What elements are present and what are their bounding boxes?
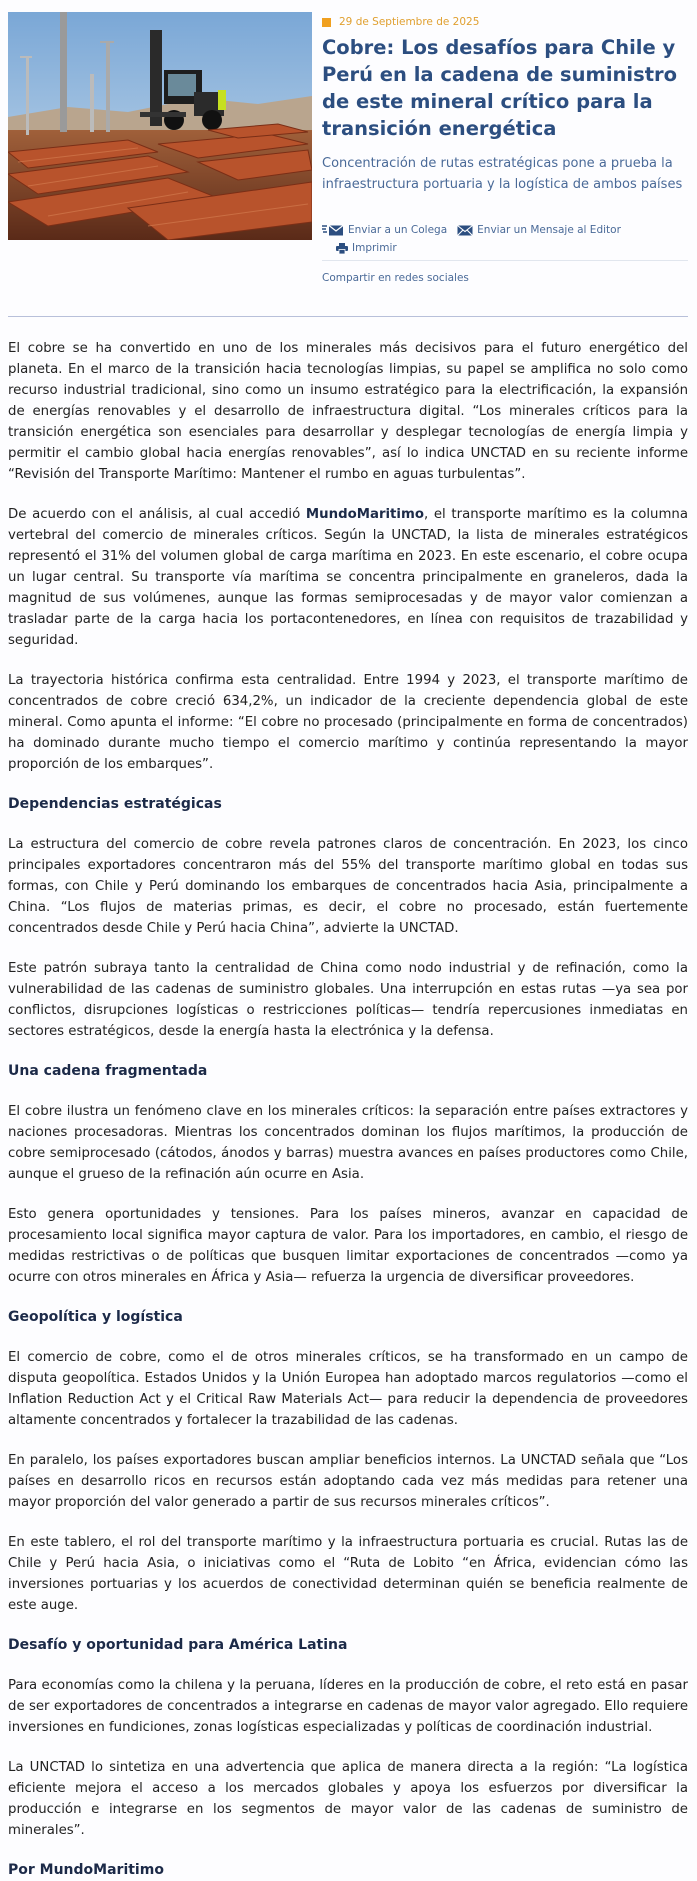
section-heading: Dependencias estratégicas bbox=[8, 796, 222, 812]
section-heading: Una cadena fragmentada bbox=[8, 1063, 208, 1079]
paragraph: En paralelo, los países exportadores buscan ampliar beneficios internos. La UNCTAD señala que “Los países en desarrollo ricos en recursos están adoptando cada vez más medidas para retener una mayor proporción del valor generado a partir de sus recursos minerales críticos”. bbox=[8, 1453, 688, 1510]
printer-icon bbox=[336, 243, 348, 254]
section-heading: Desafío y oportunidad para América Latina bbox=[8, 1637, 348, 1653]
section-heading: Geopolítica y logística bbox=[8, 1309, 183, 1325]
date-marker-icon bbox=[322, 18, 331, 27]
article-meta bbox=[322, 12, 688, 284]
print-link[interactable] bbox=[336, 242, 397, 254]
paragraph: Para economías como la chilena y la peruana, líderes en la producción de cobre, el reto está en pasar de ser exportadores de concentrados a integrarse en cadenas de mayor valor agregado. Ello requiere inversiones en fundiciones, zonas logísticas especializadas y políticas de coordinación industrial. bbox=[8, 1678, 688, 1735]
article-date bbox=[322, 12, 688, 32]
article-subtitle: Concentración de rutas estratégicas pone a prueba la infraestructura portuaria y la logística de ambos países bbox=[322, 156, 683, 192]
paragraph bbox=[8, 504, 688, 651]
paragraph: La trayectoria histórica confirma esta centralidad. Entre 1994 y 2023, el transporte marítimo de concentrados de cobre creció 634,2%, un indicador de la creciente dependencia global de este mineral. Como apunta el informe: “El cobre no procesado (principalmente en forma de concentrados) ha dominado durante mucho tiempo el comercio marítimo y continúa representando la mayor proporción de los embarques”. bbox=[8, 673, 688, 772]
share-separator bbox=[322, 260, 688, 261]
article-header bbox=[8, 12, 688, 282]
hero-image bbox=[8, 12, 312, 240]
print-label: Imprimir bbox=[352, 242, 397, 254]
paragraph: La UNCTAD lo sintetiza en una advertencia que aplica de manera directa a la región: “La logística eficiente mejora el acceso a los mercados globales y apoya los esfuerzos por diversificar la producción e integrarse en los segmentos de mayor valor de las cadenas de suministro de minerales”. bbox=[8, 1760, 688, 1838]
paragraph: El cobre ilustra un fenómeno clave en los minerales críticos: la separación entre países extractores y naciones procesadoras. Mientras los concentrados dominan los flujos marítimos, la producción de cobre semiprocesado (cátodos, ánodos y barras) muestra avances en países productores como Chile, aunque el grueso de la refinación aún ocurre en Asia. bbox=[8, 1104, 688, 1182]
copper-cathodes-port-photo-icon bbox=[8, 12, 312, 240]
paragraph: El cobre se ha convertido en uno de los minerales más decisivos para el futuro energético del planeta. En el marco de la transición hacia tecnologías limpias, su papel se amplifica no solo como recurso industrial tradicional, sino como un insumo estratégico para la electrificación, la expansión de energías renovables y el desarrollo de infraestructura digital. “Los minerales críticos para la transición energética son esenciales para desarrollar y desplegar tecnologías de energía limpia y permitir el cambio global hacia energías renovables”, así lo indica UNCTAD en su reciente informe “Revisión del Transporte Marítimo: Mantener el rumbo en aguas turbulentas”. bbox=[8, 341, 688, 482]
brand-mention: MundoMaritimo bbox=[305, 507, 424, 522]
list-envelope-icon bbox=[322, 225, 344, 236]
send-to-colleague-link[interactable] bbox=[322, 224, 447, 236]
header-divider bbox=[8, 316, 688, 317]
paragraph-text: , el transporte marítimo es la columna vertebral del comercio de minerales críticos. Según la UNCTAD, la lista de minerales estratégicos representó el 31% del volumen global de carga marítima en 2023. En este escenario, el cobre ocupa un lugar central. Su transporte vía marítima se concentra principalmente en graneleros, dada la magnitud de sus volúmenes, aunque las formas semiprocesadas y de mayor valor comienzan a trasladar parte de la carga hacia los portacontenedores, en línea con requisitos de trazabilidad y seguridad. bbox=[8, 507, 689, 648]
envelope-icon bbox=[457, 225, 473, 236]
paragraph: Esto genera oportunidades y tensiones. Para los países mineros, avanzar en capacidad de procesamiento local significa mayor captura de valor. Para los importadores, en cambio, el riesgo de medidas restrictivas o de políticas que busquen limitar exportaciones de concentrados —como ya ocurre con otros minerales en África y Asia— refuerza la urgencia de diversificar proveedores. bbox=[8, 1207, 688, 1285]
paragraph: La estructura del comercio de cobre revela patrones claros de concentración. En 2023, los cinco principales exportadores concentraron más del 55% del transporte marítimo global en todas sus formas, con Chile y Perú dominando los embarques de concentrados hacia Asia, principalmente a China. “Los flujos de materias primas, es decir, el cobre no procesado, están fuertemente concentrados desde Chile y Perú hacia China”, advierte la UNCTAD. bbox=[8, 837, 688, 936]
share-social-link[interactable]: Compartir en redes sociales bbox=[322, 272, 469, 284]
send-to-colleague-label: Enviar a un Colega bbox=[348, 224, 448, 236]
paragraph-text: De acuerdo con el análisis, al cual accedió bbox=[8, 507, 306, 522]
page-title: Cobre: Los desafíos para Chile y Perú en la cadena de suministro de este mineral crítico para la transición energética bbox=[322, 36, 678, 140]
article-actions bbox=[322, 221, 688, 284]
article-body bbox=[8, 338, 688, 1881]
send-to-editor-link[interactable] bbox=[457, 224, 621, 236]
paragraph: El comercio de cobre, como el de otros minerales críticos, se ha transformado en un campo de disputa geopolítica. Estados Unidos y la Unión Europea han adoptado marcos regulatorios —como el Inflation Reduction Act y el Critical Raw Materials Act— para reducir la dependencia de proveedores altamente concentrados y fortalecer la trazabilidad de las cadenas. bbox=[8, 1350, 688, 1428]
send-to-editor-label: Enviar un Mensaje al Editor bbox=[477, 224, 621, 236]
byline: Por MundoMaritimo bbox=[8, 1862, 164, 1878]
paragraph: En este tablero, el rol del transporte marítimo y la infraestructura portuaria es crucial. Rutas las de Chile y Perú hacia Asia, o iniciativas como el “Ruta de Lobito “en África, evidencian cómo las inversiones portuarias y los acuerdos de conectividad determinan quién se beneficia realmente de este auge. bbox=[8, 1535, 688, 1613]
date-text: 29 de Septiembre de 2025 bbox=[339, 16, 480, 28]
paragraph: Este patrón subraya tanto la centralidad de China como nodo industrial y de refinación, como la vulnerabilidad de las cadenas de suministro globales. Una interrupción en estas rutas —ya sea por conflictos, disrupciones logísticas o restricciones políticas— tendría repercusiones inmediatas en sectores estratégicos, desde la energía hasta la electrónica y la defensa. bbox=[8, 961, 688, 1039]
